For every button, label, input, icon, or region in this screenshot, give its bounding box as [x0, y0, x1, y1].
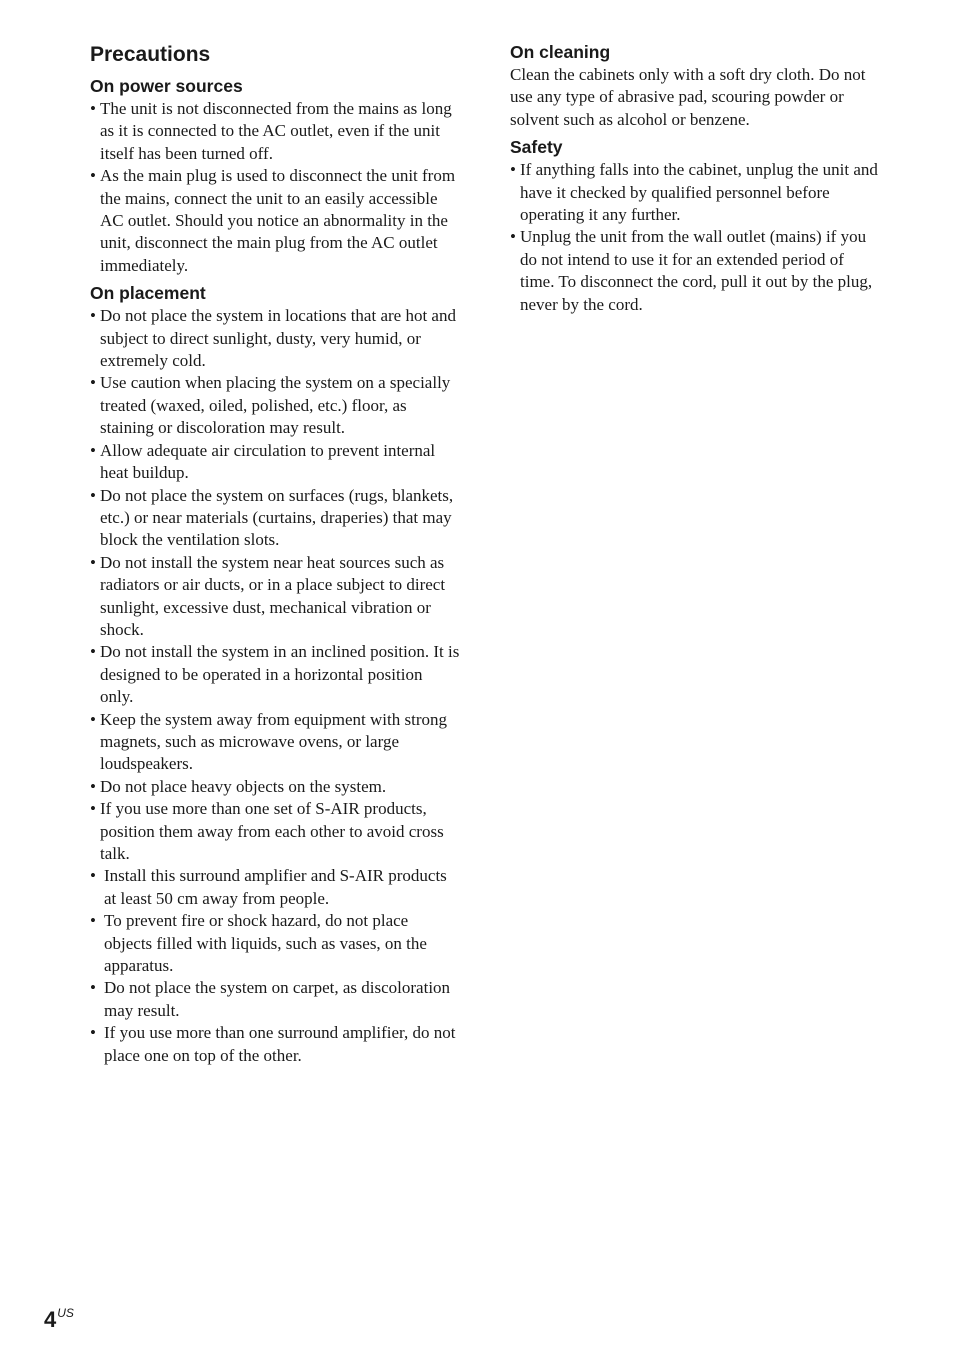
list-item: • The unit is not disconnected from the mains as long as it is connected to the AC outlet, even if the unit itself has been turned off. [90, 98, 460, 165]
list-item: • Do not place the system on surfaces (rugs, blankets, etc.) or near materials (curtains, draperies) that may block the ventilation slots. [90, 485, 460, 552]
power-sources-list [90, 98, 460, 277]
list-item: • Keep the system away from equipment with strong magnets, such as microwave ovens, or large loudspeakers. [90, 709, 460, 776]
page-title: Precautions [90, 43, 211, 66]
list-item: • Allow adequate air circulation to prevent internal heat buildup. [90, 440, 460, 485]
list-item: • To prevent fire or shock hazard, do not place objects filled with liquids, such as vases, on the apparatus. [90, 910, 460, 977]
placement-heading: On placement [90, 283, 206, 304]
placement-list [90, 305, 460, 1067]
right-column [510, 40, 882, 320]
cleaning-section [510, 40, 882, 131]
list-item: • If anything falls into the cabinet, unplug the unit and have it checked by qualified personnel before operating it any further. [510, 159, 882, 226]
page-number-value: 4 [44, 1307, 57, 1332]
placement-section [90, 281, 460, 1067]
list-item: • If you use more than one set of S-AIR products, position them away from each other to avoid cross talk. [90, 798, 460, 865]
cleaning-heading: On cleaning [510, 42, 611, 62]
left-column [90, 40, 460, 1071]
power-sources-section [90, 74, 460, 277]
list-item: • As the main plug is used to disconnect the unit from the mains, connect the unit to an easily accessible AC outlet. Should you notice an abnormality in the unit, disconnect the main plug from the AC outlet immediately. [90, 165, 460, 277]
list-item: • Use caution when placing the system on a specially treated (waxed, oiled, polished, etc.) floor, as staining or discoloration may result. [90, 372, 460, 439]
list-item: • Unplug the unit from the wall outlet (mains) if you do not intend to use it for an extended period of time. To disconnect the cord, pull it out by the plug, never by the cord. [510, 226, 882, 316]
safety-section [510, 135, 882, 316]
power-sources-heading: On power sources [90, 76, 243, 96]
list-item: • If you use more than one surround amplifier, do not place one on top of the other. [90, 1022, 460, 1067]
list-item: • Install this surround amplifier and S-AIR products at least 50 cm away from people. [90, 865, 460, 910]
list-item: • Do not install the system near heat sources such as radiators or air ducts, or in a place subject to direct sunlight, excessive dust, mechanical vibration or shock. [90, 552, 460, 642]
safety-heading: Safety [510, 137, 563, 158]
page-number [44, 1300, 74, 1333]
list-item: • Do not place heavy objects on the system. [90, 776, 460, 798]
list-item: • Do not place the system in locations that are hot and subject to direct sunlight, dusty, very humid, or extremely cold. [90, 305, 460, 372]
cleaning-text: Clean the cabinets only with a soft dry cloth. Do not use any type of abrasive pad, scouring powder or solvent such as alcohol or benzene. [510, 65, 866, 129]
page-number-suffix: US [57, 1306, 74, 1320]
list-item: • Do not install the system in an inclined position. It is designed to be operated in a horizontal position only. [90, 641, 460, 708]
safety-list [510, 159, 882, 316]
list-item: • Do not place the system on carpet, as discoloration may result. [90, 977, 460, 1022]
